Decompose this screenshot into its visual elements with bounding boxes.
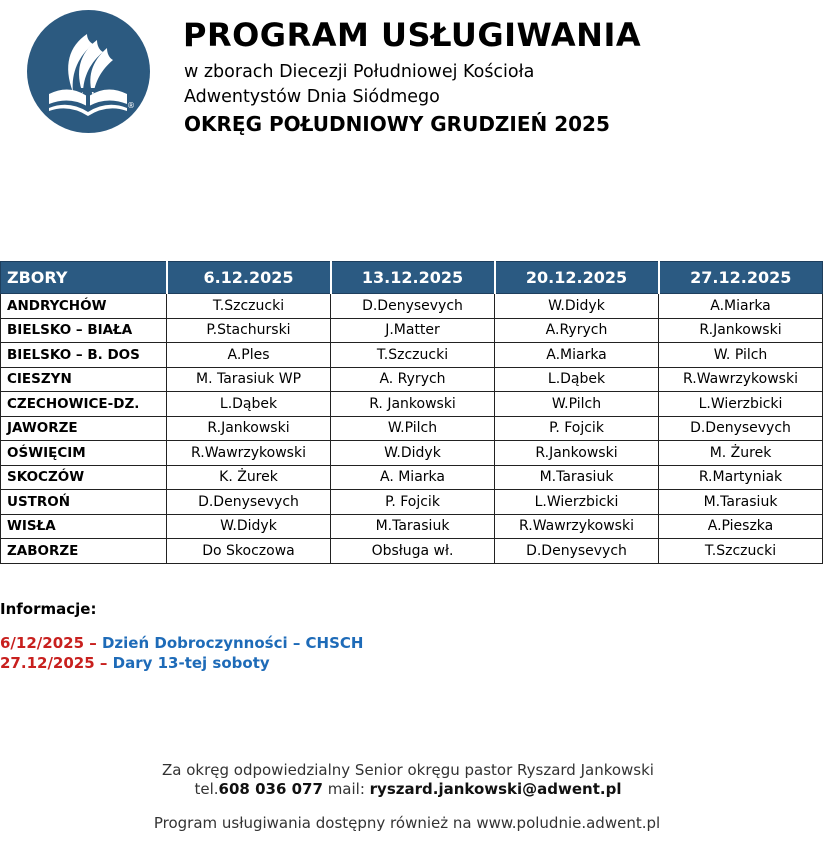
tel-prefix: tel. (194, 780, 219, 798)
table-row (1, 318, 823, 343)
info-text: Dary 13-tej soboty (112, 654, 270, 672)
preacher-cell: R.Jankowski (167, 416, 331, 441)
table-row (1, 343, 823, 368)
church-name: BIELSKO – B. DOS (1, 343, 167, 368)
table-header-row (1, 262, 823, 294)
footer-contact (0, 780, 820, 798)
preacher-cell: R.Martyniak (659, 465, 823, 490)
info-date: 6/12/2025 – (0, 634, 97, 652)
preacher-cell: T.Szczucki (167, 294, 331, 319)
svg-text:®: ® (127, 101, 135, 110)
preacher-cell: W.Didyk (167, 514, 331, 539)
preacher-cell: M.Tarasiuk (659, 490, 823, 515)
info-item (0, 654, 270, 672)
preacher-cell: A. Miarka (331, 465, 495, 490)
preacher-cell: J.Matter (331, 318, 495, 343)
preacher-cell: A.Pieszka (659, 514, 823, 539)
preacher-cell: A. Ryrych (331, 367, 495, 392)
table-row (1, 514, 823, 539)
footer-responsible: Za okręg odpowiedzialny Senior okręgu pastor Ryszard Jankowski (162, 761, 654, 779)
schedule-table (0, 261, 823, 564)
preacher-cell: D.Denysevych (331, 294, 495, 319)
table-row (1, 465, 823, 490)
preacher-cell: D.Denysevych (167, 490, 331, 515)
info-date: 27.12/2025 – (0, 654, 108, 672)
preacher-cell: W.Pilch (331, 416, 495, 441)
table-row (1, 539, 823, 564)
preacher-cell: L.Wierzbicki (495, 490, 659, 515)
info-text: Dzień Dobroczynności – CHSCH (101, 634, 364, 652)
preacher-cell: Obsługa wł. (331, 539, 495, 564)
column-header: 6.12.2025 (167, 262, 331, 294)
preacher-cell: R.Jankowski (495, 441, 659, 466)
email-address: ryszard.jankowski@adwent.pl (369, 780, 622, 798)
preacher-cell: R.Jankowski (659, 318, 823, 343)
column-header: 20.12.2025 (495, 262, 659, 294)
mail-prefix: mail: (322, 780, 370, 798)
subtitle-line-1: w zborach Diecezji Południowej Kościoła (184, 62, 535, 82)
info-heading: Informacje: (0, 600, 97, 618)
church-name: ZABORZE (1, 539, 167, 564)
info-item (0, 634, 363, 652)
preacher-cell: W.Pilch (495, 392, 659, 417)
preacher-cell: W.Didyk (495, 294, 659, 319)
page-title: PROGRAM USŁUGIWANIA (183, 16, 642, 54)
preacher-cell: M.Tarasiuk (331, 514, 495, 539)
church-name: ANDRYCHÓW (1, 294, 167, 319)
preacher-cell: M. Tarasiuk WP (167, 367, 331, 392)
preacher-cell: A.Ryrych (495, 318, 659, 343)
column-header: 13.12.2025 (331, 262, 495, 294)
church-name: USTROŃ (1, 490, 167, 515)
church-name: WISŁA (1, 514, 167, 539)
preacher-cell: Do Skoczowa (167, 539, 331, 564)
preacher-cell: T.Szczucki (659, 539, 823, 564)
church-name: OŚWIĘCIM (1, 441, 167, 466)
table-row (1, 367, 823, 392)
subtitle-line-2: Adwentystów Dnia Siódmego (184, 87, 440, 107)
preacher-cell: L.Wierzbicki (659, 392, 823, 417)
preacher-cell: R. Jankowski (331, 392, 495, 417)
table-row (1, 392, 823, 417)
table-row (1, 294, 823, 319)
preacher-cell: T.Szczucki (331, 343, 495, 368)
church-name: SKOCZÓW (1, 465, 167, 490)
church-name: CZECHOWICE-DZ. (1, 392, 167, 417)
preacher-cell: W.Didyk (331, 441, 495, 466)
district-title: OKRĘG POŁUDNIOWY GRUDZIEŃ 2025 (184, 112, 610, 136)
preacher-cell: P. Fojcik (331, 490, 495, 515)
preacher-cell: P.Stachurski (167, 318, 331, 343)
preacher-cell: A.Miarka (659, 294, 823, 319)
preacher-cell: R.Wawrzykowski (495, 514, 659, 539)
table-row (1, 490, 823, 515)
preacher-cell: D.Denysevych (495, 539, 659, 564)
table-row (1, 441, 823, 466)
table-row (1, 416, 823, 441)
preacher-cell: M.Tarasiuk (495, 465, 659, 490)
church-name: BIELSKO – BIAŁA (1, 318, 167, 343)
preacher-cell: L.Dąbek (167, 392, 331, 417)
adventist-flame-logo-icon (27, 10, 150, 133)
preacher-cell: A.Ples (167, 343, 331, 368)
preacher-cell: P. Fojcik (495, 416, 659, 441)
footer-website: Program usługiwania dostępny również na www.poludnie.adwent.pl (153, 814, 661, 832)
preacher-cell: R.Wawrzykowski (167, 441, 331, 466)
church-name: CIESZYN (1, 367, 167, 392)
preacher-cell: A.Miarka (495, 343, 659, 368)
church-name: JAWORZE (1, 416, 167, 441)
column-header: 27.12.2025 (659, 262, 823, 294)
column-header: ZBORY (1, 262, 167, 294)
preacher-cell: W. Pilch (659, 343, 823, 368)
preacher-cell: L.Dąbek (495, 367, 659, 392)
preacher-cell: R.Wawrzykowski (659, 367, 823, 392)
preacher-cell: D.Denysevych (659, 416, 823, 441)
phone-number: 608 036 077 (218, 780, 323, 798)
preacher-cell: M. Żurek (659, 441, 823, 466)
preacher-cell: K. Żurek (167, 465, 331, 490)
